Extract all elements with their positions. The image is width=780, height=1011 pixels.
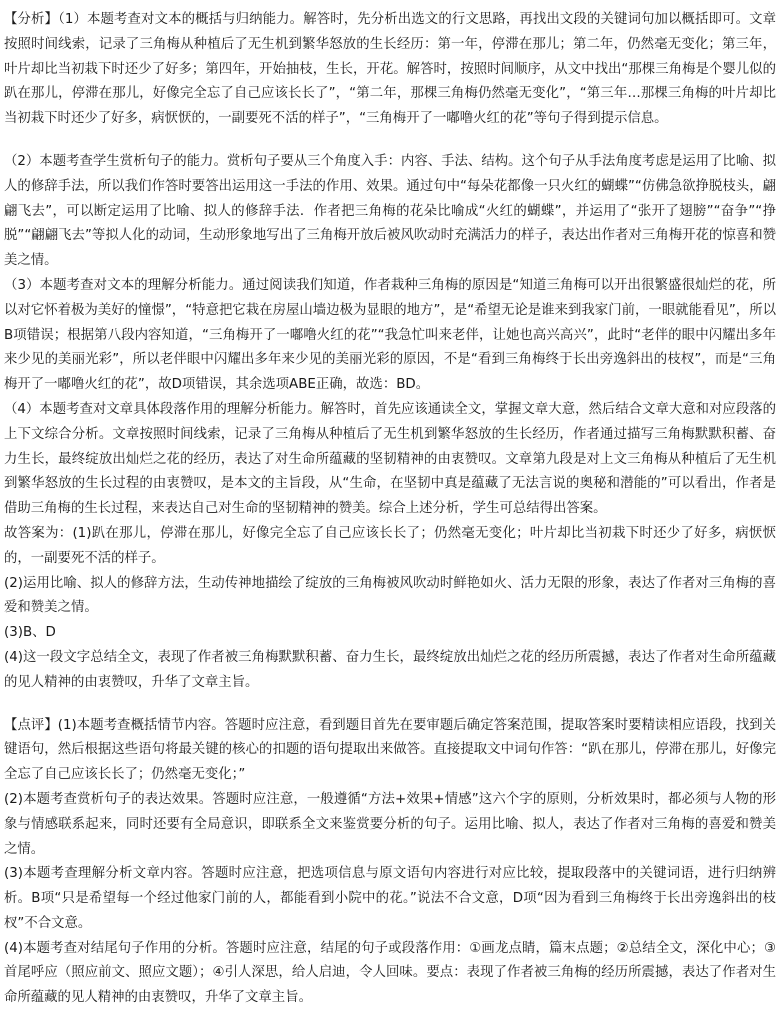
- comment-paragraph-3: (3)本题考查理解分析文章内容。答题时应注意，把选项信息与原文语句内容进行对应比较，提取段落中的关键词语，进行归纳辨析。B项“只是希望每一个经过他家门前的人，都能看到小院中的花。”说法不合文意，D项“因为看到三角梅终于长出旁逸斜出的枝杈”不合文意。: [4, 866, 776, 931]
- comment-paragraph-2: (2)本题考查赏析句子的表达效果。答题时应注意，一般遵循“方法+效果+情感”这六个字的原则，分析效果时，都必须与人物的形象与情感联系起来，同时还要有全局意识，即联系全文来鉴赏要分析的句子。运用比喻、拟人，表达了作者对三角梅的喜爱和赞美之情。: [4, 791, 776, 857]
- comment-paragraph-4: (4)本题考查对结尾句子作用的分析。答题时应注意，结尾的句子或段落作用：①画龙点睛，篇末点题；②总结全文，深化中心；③首尾呼应（照应前文、照应文题）；④引人深思，给人启迪，令人回味。要点：表现了作者被三角梅的经历所震撼，表达了作者对生命所蕴藏的见人精神的由衷赞叹，升华了文章主旨。: [4, 940, 776, 1006]
- section-spacer: [4, 696, 776, 714]
- paragraph-spacer: [4, 132, 776, 150]
- analysis-paragraph-1: 【分析】（1）本题考查对文本的概括与归纳能力。解答时，先分析出选文的行文思路，再找出文段的关键词句加以概括即可。文章按照时间线索，记录了三角梅从种植后了无生机到繁华怒放的生长经历：第一年，停滞在那儿；第二年，仍然毫无变化；第三年，叶片却比当初栽下时还少了好多；第四年，开始抽枝，生长，开花。解答时，按照时间顺序，从文中找出“那棵三角梅是个婴儿似的趴在那儿，停滞在那儿，好像完全忘了自己应该长长了”，“第二年，那棵三角梅仍然毫无变化”，“第三年…那棵三角梅的叶片却比当初栽下时还少了好多，病恹恹的，一副要死不活的样子”，“三角梅开了一嘟噜火红的花”等句子得到提示信息。: [4, 12, 776, 127]
- answer-4: (4)这一段文字总结全文，表现了作者被三角梅默默积蓄、奋力生长，最终绽放出灿烂之花的经历所震撼，表达了作者对生命所蕴藏的见人精神的由衷赞叹，升华了文章主旨。: [4, 649, 776, 690]
- comment-paragraph-1: 【点评】(1)本题考查概括情节内容。答题时应注意，看到题目首先在要审题后确定答案范围，提取答案时要精读相应语段，找到关键语句，然后根据这些语句将最关键的核心的扣题的语句提取出来做答。直接提取文中词句作答：“趴在那儿，停滞在那儿，好像完全忘了自己应该长长了；仍然毫无变化；”: [4, 717, 776, 783]
- analysis-paragraph-4: （4）本题考查对文章具体段落作用的理解分析能力。解答时，首先应该通读全文，掌握文章大意，然后结合文章大意和对应段落的上下文综合分析。文章按照时间线索，记录了三角梅从种植后了无生机到繁华怒放的生长经历，作者通过描写三角梅默默积蓄、奋力生长，最终绽放出灿烂之花的经历，表达了对生命所蕴藏的坚韧精神的由衷赞叹。文章第九段是对上文三角梅从种植后了无生机到繁华怒放的生长过程的由衷赞叹，是本文的主旨段，从“生命，在坚韧中真是蕴藏了无法言说的奥秘和潜能的”可以看出，作者是借助三角梅的生长过程，来表达自己对生命的坚韧精神的赞美。综合上述分析，学生可总结得出答案。: [4, 401, 776, 517]
- analysis-paragraph-3: （3）本题考查对文本的理解分析能力。通过阅读我们知道，作者栽种三角梅的原因是“知道三角梅可以开出很繁盛很灿烂的花，所以对它怀着极为美好的憧憬”，“特意把它栽在房屋山墙边极为显眼的地方”，是“希望无论是谁来到我家门前，一眼就能看见”，所以B项错误；根据第八段内容知道，“三角梅开了一嘟噜火红的花”“我急忙叫来老伴，让她也高兴高兴”，此时“老伴的眼中闪耀出多年来少见的美丽光彩”，所以老伴眼中闪耀出多年来少见的美丽光彩的原因，不是“看到三角梅终于长出旁逸斜出的枝杈”，而是“三角梅开了一嘟噜火红的花”，故D项错误，其余选项ABE正确，故选：BD。: [4, 277, 776, 393]
- analysis-paragraph-2: （2）本题考查学生赏析句子的能力。赏析句子要从三个角度入手：内容、手法、结构。这个句子从手法角度考虑是运用了比喻、拟人的修辞手法，所以我们作答时要答出运用这一手法的作用、效果。通过句中“每朵花都像一只火红的蝴蝶”“仿佛急欲挣脱枝头，翩翩飞去”，可以断定运用了比喻、拟人的修辞手法．作者把三角梅的花朵比喻成“火红的蝴蝶”，并运用了“张开了翅膀”“奋争”“挣脱”“翩翩飞去”等拟人化的动词，生动形象地写出了三角梅开放后被风吹动时充满活力的样子，表达出作者对三角梅开花的惊喜和赞美之情。: [4, 153, 776, 269]
- answer-intro: 故答案为：(1)趴在那儿，停滞在那儿，好像完全忘了自己应该长长了；仍然毫无变化；叶片却比当初栽下时还少了好多，病恹恹的，一副要死不活的样子。: [4, 525, 776, 566]
- answer-2: (2)运用比喻、拟人的修辞方法，生动传神地描绘了绽放的三角梅被风吹动时鲜艳如火、活力无限的形象，表达了作者对三角梅的喜爱和赞美之情。: [4, 575, 776, 616]
- answer-3: (3)B、D: [4, 625, 56, 641]
